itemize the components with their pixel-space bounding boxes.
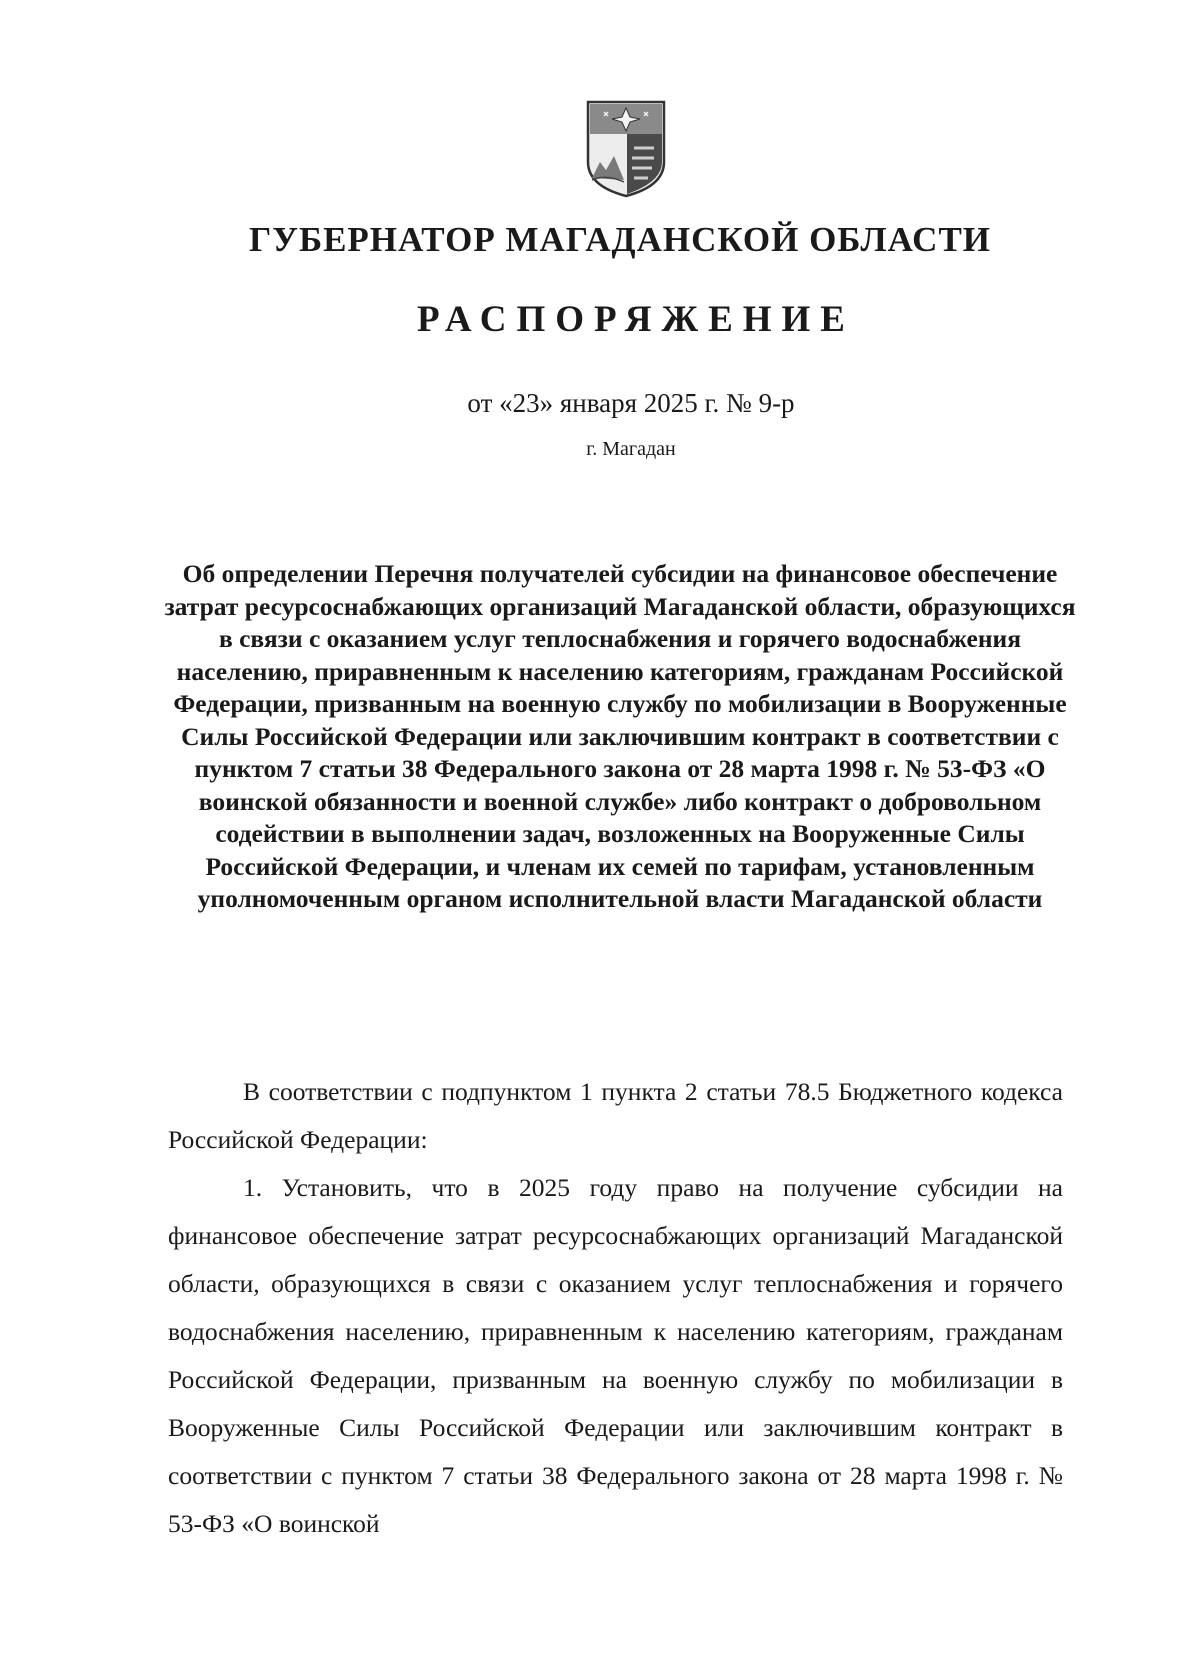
item-1-paragraph: 1. Установить, что в 2025 году право на получение субсидии на финансовое обеспечение затрат ресурсоснабжающих организаций Магаданской области, образующихся в связи с оказанием услуг теплоснабжения и горячего водоснабжения населению, приравненным к населению категориям, гражданам Российской Федерации, призванным на военную службу по мобилизации в Вооруженные Силы Российской Федерации или заключившим контракт в соответствии с пунктом 7 статьи 38 Федерального закона от 28 марта 1998 г. № 53-ФЗ «О воинской (168, 1173, 1063, 1538)
document-type: РАСПОРЯЖЕНИЕ (416, 299, 855, 340)
document-title: Об определении Перечня получателей субсидии на финансовое обеспечение затрат ресурсоснабжающих организаций Магаданской области, образующихся в связи с оказанием услуг теплоснабжения и горячего водоснабжения населению, приравненным к населению категориям, гражданам Российской Федерации, призванным на военную службу по мобилизации в Вооруженные Силы Российской Федерации или заключившим контракт в соответствии с пунктом 7 статьи 38 Федерального закона от 28 марта 1998 г. № 53-ФЗ «О воинской обязанности и военной службе» либо контракт о добровольном содействии в выполнении задач, возложенных на Вооруженные Силы Российской Федерации, и членам их семей по тарифам, установленным уполномоченным органом исполнительной власти Магаданской области (164, 559, 1076, 913)
document-date-number: от «23» января 2025 г. № 9-р (467, 388, 795, 418)
issue-city: г. Магадан (586, 438, 676, 460)
document-body (168, 1068, 1063, 1548)
preamble-paragraph: В соответствии с подпунктом 1 пункта 2 статьи 78.5 Бюджетного кодекса Российской Федерации: (168, 1077, 1063, 1154)
issuing-authority: ГУБЕРНАТОР МАГАДАНСКОЙ ОБЛАСТИ (248, 220, 992, 259)
coat-of-arms-icon (586, 100, 666, 198)
